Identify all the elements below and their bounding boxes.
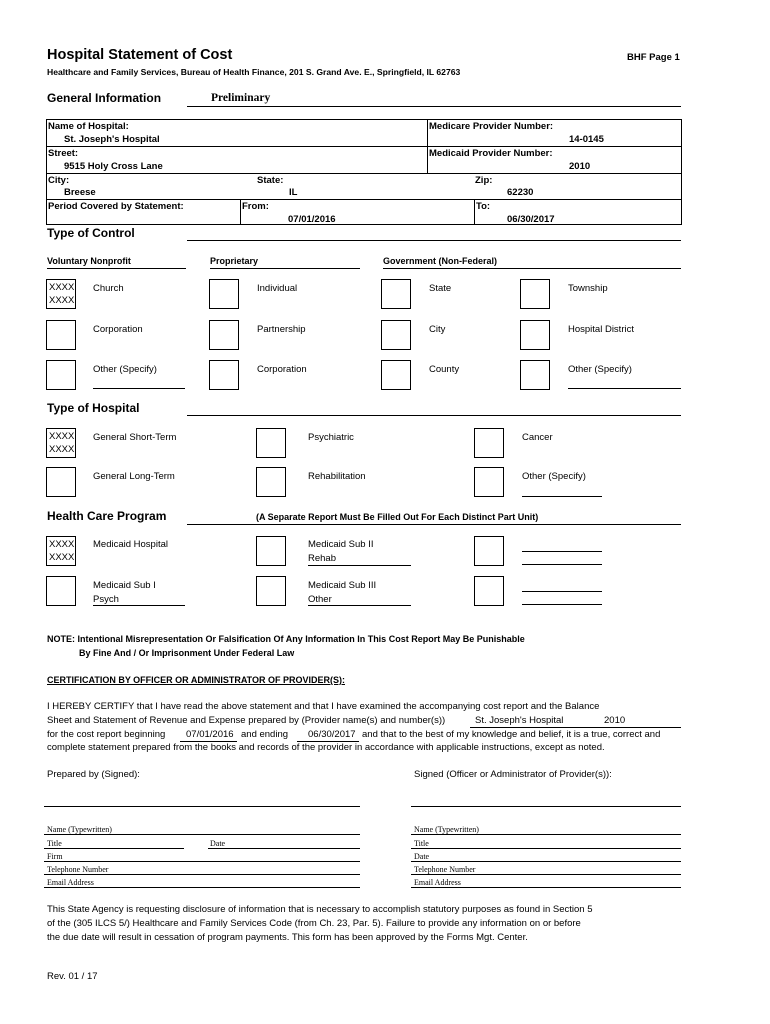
sub-iii-line (308, 605, 411, 606)
program-note: (A Separate Report Must Be Filled Out For Each Distinct Part Unit) (256, 512, 539, 522)
left-title-line[interactable] (44, 848, 184, 849)
state-control-label: State (429, 283, 452, 294)
right-title-label: Title (414, 839, 429, 848)
revision-label: Rev. 01 / 17 (47, 971, 98, 982)
sub-ii-line (308, 565, 411, 566)
left-email-line[interactable] (44, 887, 360, 888)
right-date-line[interactable] (411, 861, 681, 862)
general-info-heading: General Information (47, 91, 162, 105)
medicaid-sub-ii-label: Medicaid Sub II (308, 539, 374, 550)
grid-divider (240, 199, 241, 225)
church-checkbox[interactable] (46, 279, 76, 309)
cancer-label: Cancer (522, 432, 553, 443)
disclosure-line-1: This State Agency is requesting disclosure of information that is necessary to accomplish statutory purposes as found in Section 5 (47, 904, 593, 915)
gov-other-line[interactable] (568, 388, 681, 389)
provider-name-value[interactable]: St. Joseph's Hospital (475, 715, 564, 726)
provider-line (470, 727, 681, 728)
left-title-label: Title (47, 839, 62, 848)
certification-line-3c: and that to the best of my knowledge and belief, it is a true, correct and (362, 729, 661, 740)
state-checkbox[interactable] (381, 279, 411, 309)
from-label: From: (242, 201, 269, 212)
prepared-signature-line[interactable] (44, 806, 360, 807)
individual-label: Individual (257, 283, 298, 294)
certification-line-3b: and ending (241, 729, 289, 740)
township-label: Township (568, 283, 608, 294)
check-mark: XXXX (49, 431, 75, 442)
hospital-other-line[interactable] (522, 496, 602, 497)
hospital-other-checkbox[interactable] (474, 467, 504, 497)
voluntary-header: Voluntary Nonprofit (47, 256, 131, 266)
medicare-number: 14-0145 (569, 134, 604, 145)
type-of-control-heading: Type of Control (47, 226, 135, 240)
medicaid-sub-i-label: Medicaid Sub I (93, 580, 156, 591)
end-date-value[interactable]: 06/30/2017 (308, 729, 356, 740)
zip-label: Zip: (475, 175, 493, 186)
left-date-line[interactable] (208, 848, 360, 849)
proprietary-header: Proprietary (210, 256, 259, 266)
program-blank-line-4[interactable] (522, 604, 602, 605)
from-date: 07/01/2016 (288, 214, 336, 225)
hospital-name-label: Name of Hospital: (48, 121, 129, 132)
check-mark: XXXX (49, 444, 75, 455)
right-date-label: Date (414, 852, 430, 861)
report-status: Preliminary (211, 92, 271, 104)
government-header-line (383, 268, 681, 269)
voluntary-other-line[interactable] (93, 388, 185, 389)
form-subtitle: Healthcare and Family Services, Bureau of Health Finance, 201 S. Grand Ave. E., Springfield, IL 62763 (47, 67, 461, 77)
prepared-by-label: Prepared by (Signed): (47, 769, 140, 780)
city-value: Breese (64, 187, 96, 198)
general-short-term-label: General Short-Term (93, 432, 177, 443)
control-underline (187, 240, 681, 241)
program-underline (187, 524, 681, 525)
provider-number-value[interactable]: 2010 (604, 715, 626, 726)
signed-by-label: Signed (Officer or Administrator of Provider(s)): (414, 769, 612, 780)
rehabilitation-checkbox[interactable] (256, 467, 286, 497)
certification-line-1: I HEREBY CERTIFY that I have read the above statement and that I have examined the accompanying cost report and the Balance (47, 701, 600, 712)
medicaid-label: Medicaid Provider Number: (429, 148, 553, 159)
psychiatric-checkbox[interactable] (256, 428, 286, 458)
right-telephone-line[interactable] (411, 874, 681, 875)
disclosure-line-3: the due date will result in cessation of program payments. This form has been approved by the Forms Mgt. Center. (47, 932, 528, 943)
check-mark: XXXX (49, 552, 75, 563)
program-blank-checkbox-2[interactable] (474, 576, 504, 606)
to-label: To: (476, 201, 491, 212)
city-checkbox[interactable] (381, 320, 411, 350)
medicare-label: Medicare Provider Number: (429, 121, 554, 132)
health-care-program-heading: Health Care Program (47, 509, 167, 523)
to-date: 06/30/2017 (507, 214, 555, 225)
program-blank-line-1[interactable] (522, 551, 602, 552)
government-header: Government (Non-Federal) (383, 256, 498, 266)
officer-signature-line[interactable] (411, 806, 681, 807)
period-label: Period Covered by Statement: (48, 201, 184, 212)
hospital-district-checkbox[interactable] (520, 320, 550, 350)
grid-divider (46, 146, 682, 147)
left-date-label: Date (210, 839, 226, 848)
psychiatric-label: Psychiatric (308, 432, 354, 443)
hospital-name-value: St. Joseph's Hospital (64, 134, 160, 145)
medicaid-sub-i-checkbox[interactable] (46, 576, 76, 606)
county-label: County (429, 364, 460, 375)
certification-line-3a: for the cost report beginning (47, 729, 166, 740)
program-blank-checkbox-1[interactable] (474, 536, 504, 566)
voluntary-other-label: Other (Specify) (93, 364, 157, 375)
grid-divider (46, 173, 682, 174)
form-title: Hospital Statement of Cost (47, 47, 233, 63)
city-control-label: City (429, 324, 446, 335)
gov-other-label: Other (Specify) (568, 364, 632, 375)
state-label: State: (257, 175, 284, 186)
right-title-line[interactable] (411, 848, 681, 849)
individual-checkbox[interactable] (209, 279, 239, 309)
status-underline (187, 106, 681, 107)
left-firm-label: Firm (47, 852, 63, 861)
other-program-label: Other (308, 594, 332, 605)
check-mark: XXXX (49, 282, 75, 293)
right-telephone-label: Telephone Number (414, 865, 476, 874)
medicaid-sub-ii-checkbox[interactable] (256, 536, 286, 566)
voluntary-other-checkbox[interactable] (46, 360, 76, 390)
rehabilitation-label: Rehabilitation (308, 471, 366, 482)
right-name-line[interactable] (411, 834, 681, 835)
medicaid-number: 2010 (569, 161, 591, 172)
general-long-term-checkbox[interactable] (46, 467, 76, 497)
medicaid-hospital-checkbox[interactable] (46, 536, 76, 566)
corporation-checkbox[interactable] (46, 320, 76, 350)
sub-i-line (93, 605, 185, 606)
grid-divider (46, 199, 682, 200)
street-value: 9515 Holy Cross Lane (64, 161, 163, 172)
prop-corporation-label: Corporation (257, 364, 307, 375)
rehab-label: Rehab (308, 553, 336, 564)
check-mark: XXXX (49, 539, 75, 550)
hospital-other-label: Other (Specify) (522, 471, 586, 482)
notice-line-1: NOTE: Intentional Misrepresentation Or Falsification Of Any Information In This Cost Report May Be Punishable (47, 634, 525, 644)
township-checkbox[interactable] (520, 279, 550, 309)
certification-line-4: complete statement prepared from the books and records of the provider in accordance with applicable instructions, except as noted. (47, 742, 605, 753)
church-label: Church (93, 283, 124, 294)
program-blank-line-2[interactable] (522, 564, 602, 565)
left-name-label: Name (Typewritten) (47, 825, 112, 834)
general-short-term-checkbox[interactable] (46, 428, 76, 458)
left-email-label: Email Address (47, 878, 94, 887)
cancer-checkbox[interactable] (474, 428, 504, 458)
partnership-checkbox[interactable] (209, 320, 239, 350)
disclosure-line-2: of the (305 ILCS 5/) Healthcare and Family Services Code (from Ch. 23, Par. 5). Failure to provide any information on or before (47, 918, 581, 929)
left-telephone-line[interactable] (44, 874, 360, 875)
prop-corporation-checkbox[interactable] (209, 360, 239, 390)
program-blank-line-3[interactable] (522, 591, 602, 592)
left-name-line[interactable] (44, 834, 360, 835)
type-of-hospital-heading: Type of Hospital (47, 401, 140, 415)
medicaid-sub-iii-label: Medicaid Sub III (308, 580, 377, 591)
city-label: City: (48, 175, 70, 186)
gov-other-checkbox[interactable] (520, 360, 550, 390)
right-email-label: Email Address (414, 878, 461, 887)
medicaid-sub-iii-checkbox[interactable] (256, 576, 286, 606)
corporation-label: Corporation (93, 324, 143, 335)
page-label: BHF Page 1 (627, 52, 680, 63)
voluntary-header-line (47, 268, 186, 269)
general-long-term-label: General Long-Term (93, 471, 175, 482)
notice-line-2: By Fine And / Or Imprisonment Under Federal Law (79, 648, 295, 658)
zip-value: 62230 (507, 187, 534, 198)
hospital-district-label: Hospital District (568, 324, 634, 335)
hospital-type-underline (187, 415, 681, 416)
certification-title: CERTIFICATION BY OFFICER OR ADMINISTRATOR OF PROVIDER(S): (47, 675, 345, 685)
left-telephone-label: Telephone Number (47, 865, 109, 874)
medicaid-hospital-label: Medicaid Hospital (93, 539, 168, 550)
right-name-label: Name (Typewritten) (414, 825, 479, 834)
street-label: Street: (48, 148, 79, 159)
partnership-label: Partnership (257, 324, 306, 335)
psych-label: Psych (93, 594, 119, 605)
state-value: IL (289, 187, 298, 198)
proprietary-header-line (210, 268, 360, 269)
certification-line-2: Sheet and Statement of Revenue and Expense prepared by (Provider name(s) and number(s)) (47, 715, 446, 726)
grid-divider (474, 199, 475, 225)
check-mark: XXXX (49, 295, 75, 306)
right-email-line[interactable] (411, 887, 681, 888)
left-firm-line[interactable] (44, 861, 360, 862)
county-checkbox[interactable] (381, 360, 411, 390)
begin-date-value[interactable]: 07/01/2016 (186, 729, 234, 740)
